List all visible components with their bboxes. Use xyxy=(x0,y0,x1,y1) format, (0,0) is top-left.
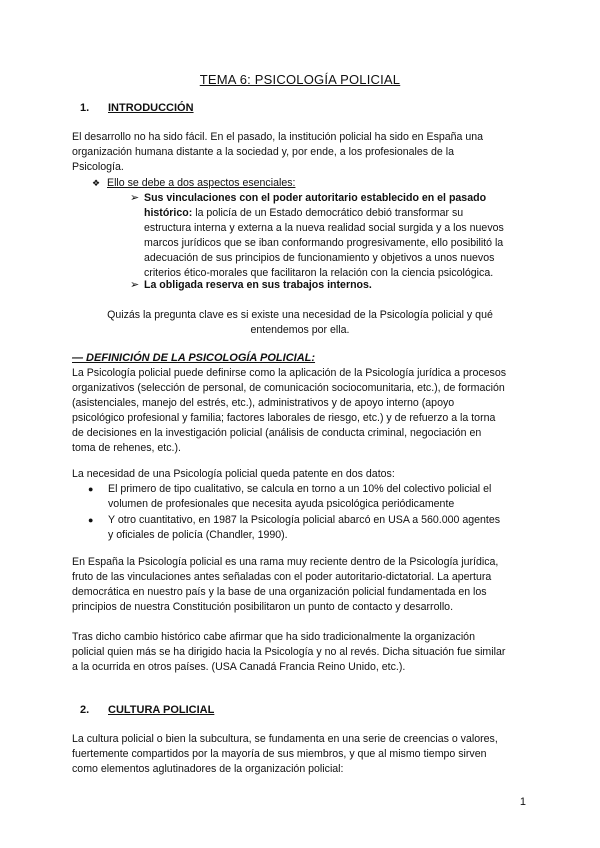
text-line: a la ocurrida en otros países. (USA Canadá Francia Reino Unido, etc.). xyxy=(72,661,406,673)
text-line: Quizás la pregunta clave es si existe una necesidad de la Psicología policial y qué xyxy=(107,309,493,321)
text-line: entendemos por ella. xyxy=(250,324,350,336)
arrow-bullet-icon: ➢ xyxy=(130,279,140,291)
text-line: volumen de profesionales que necesita ayuda psicológica periódicamente xyxy=(108,498,455,510)
diamond-bullet-icon: ❖ xyxy=(92,178,101,188)
text-line: adecuación de sus principios de funcionamiento y objetivos a unos nuevos xyxy=(144,252,495,264)
key-question-paragraph xyxy=(72,308,528,338)
section-number: 1. xyxy=(80,102,90,114)
text-line: Y otro cuantitativo, en 1987 la Psicología policial abarcó en USA a 560.000 agentes xyxy=(108,514,501,526)
text-line: Sus vinculaciones con el poder autoritario establecido en el pasado xyxy=(144,192,487,204)
text-fragment: histórico: xyxy=(144,207,193,219)
section-number: 2. xyxy=(80,704,90,716)
text-line: El primero de tipo cualitativo, se calcula en torno a un 10% del colectivo policial el xyxy=(108,483,492,495)
bullet-dot-icon: ● xyxy=(88,484,94,494)
text-line: fruto de las vinculaciones antes señaladas con el poder autoritario-dictatorial. La apertura xyxy=(72,571,492,583)
definition-paragraph xyxy=(72,366,522,456)
text-line: criterios ético-morales que facilitaron la relación con la ciencia psicológica. xyxy=(144,267,494,279)
spain-paragraph xyxy=(72,555,522,615)
section-heading-cultura-policial xyxy=(80,704,214,716)
need-paragraph xyxy=(72,467,522,482)
bullet-list-item-1 xyxy=(88,482,528,512)
text-line: En España la Psicología policial es una rama muy reciente dentro de la Psicología jurídica, xyxy=(72,556,499,568)
text-line: de decisiones en la investigación policial (análisis de conducta criminal, negociación en xyxy=(72,427,482,439)
text-line: y oficiales de policía (Chandler, 1990). xyxy=(108,529,288,541)
section-label: INTRODUCCIÓN xyxy=(108,102,194,114)
bullet-list-item-2 xyxy=(88,513,528,543)
section-label: CULTURA POLICIAL xyxy=(108,704,215,716)
change-paragraph xyxy=(72,630,522,675)
culture-paragraph xyxy=(72,732,522,777)
text-line: La obligada reserva en sus trabajos internos. xyxy=(144,279,372,291)
text-line: Tras dicho cambio histórico cabe afirmar que ha sido tradicionalmente la organización xyxy=(72,631,475,643)
text-line: psicológico profesional y familia; factores laborales de riesgo, etc.) y de refuerzo a la torna xyxy=(72,412,496,424)
text-line: marcos jurídicos que se iban conformando progresivamente, ello posibilitó la xyxy=(144,237,504,249)
text-line: toma de rehenes, etc.). xyxy=(72,442,181,454)
section-heading-introduccion xyxy=(80,102,194,114)
text-line: organizativos (selección de personal, de comunicación sociocomunitaria, etc.), de formación xyxy=(72,382,505,394)
text-line: fuertemente compartidos por la mayoría de sus miembros, y que al mismo tiempo sirven xyxy=(72,748,487,760)
text-line: El desarrollo no ha sido fácil. En el pasado, la institución policial ha sido en España una xyxy=(72,131,484,143)
diamond-item-text: Ello se debe a dos aspectos esenciales: xyxy=(107,177,296,189)
text-fragment: la policía de un Estado democrático debió transformar su xyxy=(192,207,464,219)
arrow-bullet-icon: ➢ xyxy=(130,192,140,204)
text-line: democrática en nuestro país y la base de una organización policial fundamentada en los xyxy=(72,586,487,598)
text-line: policial quien más se ha dirigido hacia la Psicología y no al revés. Dicha situación fue similar xyxy=(72,646,506,658)
arrow-list-item-2 xyxy=(130,278,525,293)
text-line: estructura interna y externa a la nueva realidad social surgida y a los nuevos xyxy=(144,222,504,234)
text-line: La cultura policial o bien la subcultura, se fundamenta en una serie de creencias o valores, xyxy=(72,733,498,745)
text-line: principios de nuestra Constitución posibilitaron un punto de contacto y desarrollo. xyxy=(72,601,454,613)
text-line: organización humana distante a la sociedad y, por ende, a los profesionales de la xyxy=(72,146,455,158)
text-line: La Psicología policial puede definirse como la aplicación de la Psicología jurídica a procesos xyxy=(72,367,507,379)
definition-heading: — DEFINICIÓN DE LA PSICOLOGÍA POLICIAL: xyxy=(72,352,316,364)
page-number: 1 xyxy=(519,796,526,808)
arrow-list-item-1 xyxy=(130,191,525,281)
text-line: como elementos aglutinadores de la organización policial: xyxy=(72,763,344,775)
text-line: La necesidad de una Psicología policial queda patente en dos datos: xyxy=(72,468,395,480)
intro-paragraph xyxy=(72,130,522,175)
bullet-dot-icon: ● xyxy=(88,515,94,525)
diamond-list-item xyxy=(92,176,295,191)
text-line: Psicología. xyxy=(72,161,124,173)
text-line: (asistenciales, manejo del estrés, etc.), administrativos y de apoyo interno (apoyo xyxy=(72,397,455,409)
page-title: TEMA 6: PSICOLOGÍA POLICIAL xyxy=(199,72,401,87)
